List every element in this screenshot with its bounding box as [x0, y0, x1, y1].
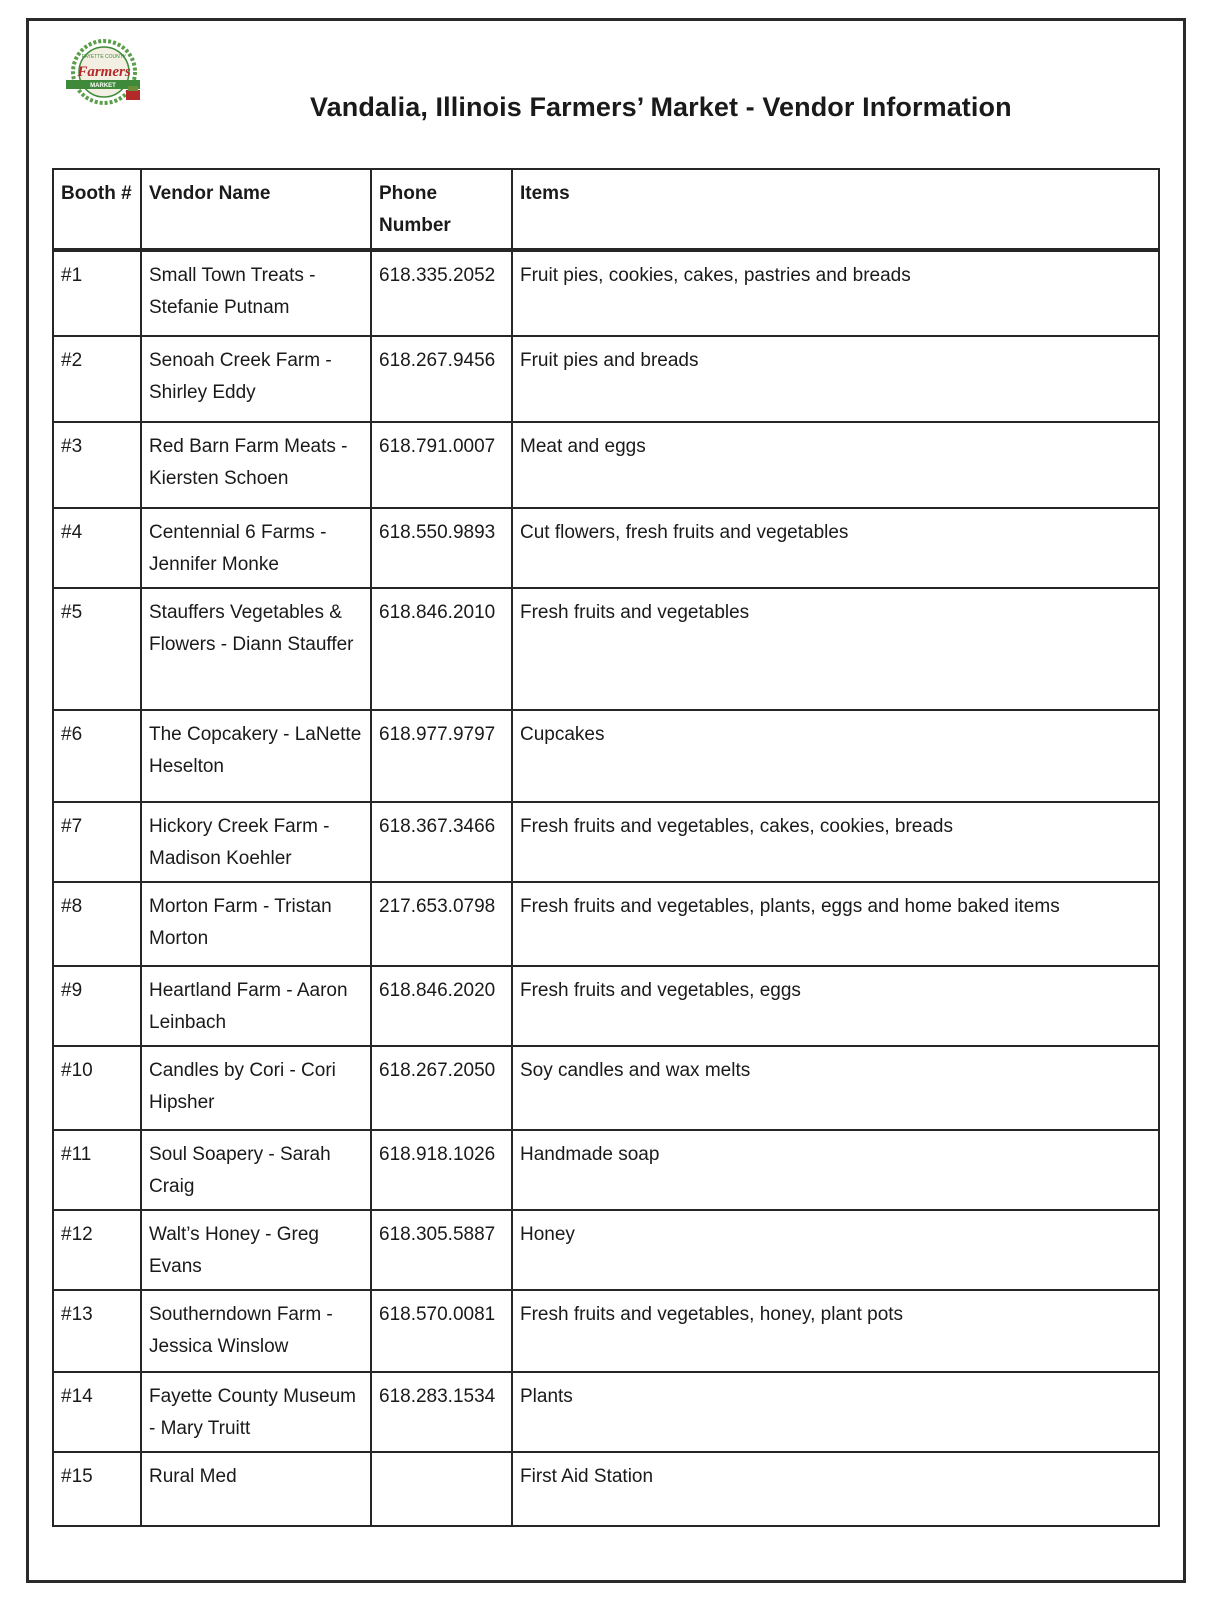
- vendor-name: Heartland Farm - Aaron Leinbach: [141, 966, 371, 1046]
- booth-number: #6: [53, 710, 141, 802]
- table-row: [53, 336, 1159, 422]
- vendor-table: [52, 168, 1160, 1527]
- items: Handmade soap: [512, 1130, 1159, 1210]
- table-row: [53, 710, 1159, 802]
- items: Fruit pies and breads: [512, 336, 1159, 422]
- vendor-name: Southerndown Farm - Jessica Winslow: [141, 1290, 371, 1372]
- farmers-market-logo: [62, 38, 150, 108]
- phone-number: 618.550.9893: [371, 508, 512, 588]
- items: Cut flowers, fresh fruits and vegetables: [512, 508, 1159, 588]
- phone-number: 217.653.0798: [371, 882, 512, 966]
- table-row: [53, 588, 1159, 710]
- vendor-name: Rural Med: [141, 1452, 371, 1526]
- booth-number: #12: [53, 1210, 141, 1290]
- table-header-row: [53, 169, 1159, 250]
- vendor-name: Centennial 6 Farms - Jennifer Monke: [141, 508, 371, 588]
- column-header-booth: Booth #: [53, 169, 141, 250]
- items: Honey: [512, 1210, 1159, 1290]
- booth-number: #3: [53, 422, 141, 508]
- vendor-name: Small Town Treats - Stefanie Putnam: [141, 250, 371, 336]
- booth-number: #2: [53, 336, 141, 422]
- logo-market-text: MARKET: [90, 83, 116, 89]
- table-row: [53, 802, 1159, 882]
- vendor-name: The Copcakery - LaNette Heselton: [141, 710, 371, 802]
- vendor-name: Morton Farm - Tristan Morton: [141, 882, 371, 966]
- booth-number: #4: [53, 508, 141, 588]
- phone-number: 618.570.0081: [371, 1290, 512, 1372]
- column-header-items: Items: [512, 169, 1159, 250]
- vendor-name: Candles by Cori - Cori Hipsher: [141, 1046, 371, 1130]
- logo-top-text: FAYETTE COUNTY: [81, 54, 127, 60]
- booth-number: #1: [53, 250, 141, 336]
- phone-number: 618.791.0007: [371, 422, 512, 508]
- vendor-name: Soul Soapery - Sarah Craig: [141, 1130, 371, 1210]
- phone-number: 618.267.9456: [371, 336, 512, 422]
- items: Fresh fruits and vegetables, honey, plant pots: [512, 1290, 1159, 1372]
- items: Cupcakes: [512, 710, 1159, 802]
- items: Fresh fruits and vegetables, eggs: [512, 966, 1159, 1046]
- booth-number: #5: [53, 588, 141, 710]
- booth-number: #8: [53, 882, 141, 966]
- items: Meat and eggs: [512, 422, 1159, 508]
- phone-number: 618.335.2052: [371, 250, 512, 336]
- booth-number: #11: [53, 1130, 141, 1210]
- items: Plants: [512, 1372, 1159, 1452]
- vendor-name: Hickory Creek Farm - Madison Koehler: [141, 802, 371, 882]
- booth-number: #7: [53, 802, 141, 882]
- phone-number: 618.267.2050: [371, 1046, 512, 1130]
- booth-number: #14: [53, 1372, 141, 1452]
- table-row: [53, 1130, 1159, 1210]
- items: Fresh fruits and vegetables: [512, 588, 1159, 710]
- phone-number: 618.283.1534: [371, 1372, 512, 1452]
- phone-number: 618.846.2020: [371, 966, 512, 1046]
- table-row: [53, 508, 1159, 588]
- vendor-name: Senoah Creek Farm - Shirley Eddy: [141, 336, 371, 422]
- table-row: [53, 1046, 1159, 1130]
- booth-number: #9: [53, 966, 141, 1046]
- booth-number: #15: [53, 1452, 141, 1526]
- phone-number: 618.846.2010: [371, 588, 512, 710]
- items: Fresh fruits and vegetables, plants, eggs and home baked items: [512, 882, 1159, 966]
- phone-number: 618.977.9797: [371, 710, 512, 802]
- items: Fresh fruits and vegetables, cakes, cookies, breads: [512, 802, 1159, 882]
- table-row: [53, 1452, 1159, 1526]
- booth-number: #10: [53, 1046, 141, 1130]
- phone-number: 618.918.1026: [371, 1130, 512, 1210]
- page-title: Vandalia, Illinois Farmers’ Market - Vendor Information: [310, 92, 1012, 122]
- column-header-phone: Phone Number: [371, 169, 512, 250]
- table-row: [53, 882, 1159, 966]
- table-row: [53, 422, 1159, 508]
- vendor-name: Red Barn Farm Meats - Kiersten Schoen: [141, 422, 371, 508]
- items: Fruit pies, cookies, cakes, pastries and breads: [512, 250, 1159, 336]
- vendor-name: Walt’s Honey - Greg Evans: [141, 1210, 371, 1290]
- table-row: [53, 250, 1159, 336]
- table-row: [53, 1210, 1159, 1290]
- vendor-name: Fayette County Museum - Mary Truitt: [141, 1372, 371, 1452]
- booth-number: #13: [53, 1290, 141, 1372]
- items: First Aid Station: [512, 1452, 1159, 1526]
- phone-number: 618.367.3466: [371, 802, 512, 882]
- phone-number: 618.305.5887: [371, 1210, 512, 1290]
- phone-number: [371, 1452, 512, 1526]
- table-row: [53, 1372, 1159, 1452]
- logo-farmers-text: Farmers: [77, 64, 131, 80]
- vendor-name: Stauffers Vegetables & Flowers - Diann Stauffer: [141, 588, 371, 710]
- table-row: [53, 966, 1159, 1046]
- table-row: [53, 1290, 1159, 1372]
- column-header-vendor: Vendor Name: [141, 169, 371, 250]
- items: Soy candles and wax melts: [512, 1046, 1159, 1130]
